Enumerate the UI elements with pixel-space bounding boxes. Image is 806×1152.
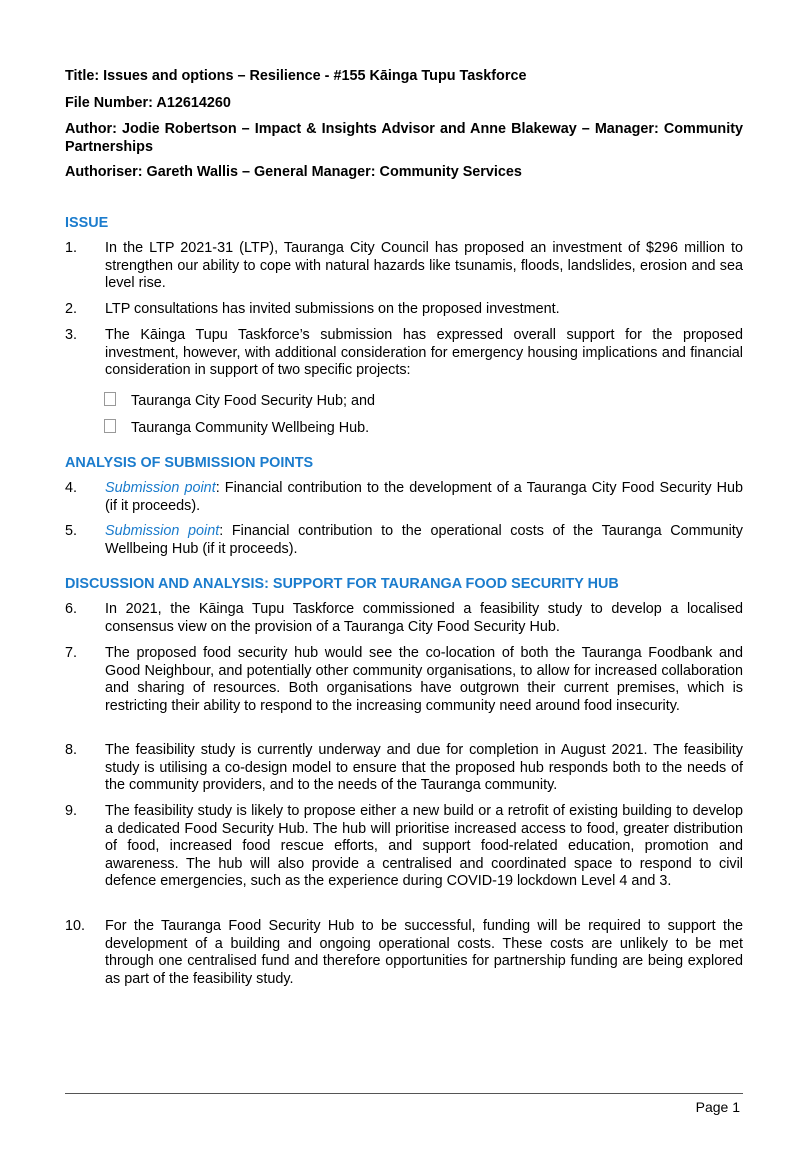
authoriser-line: [65, 163, 743, 181]
footer-divider: [65, 1093, 743, 1094]
bullet-item: [104, 419, 369, 437]
list-item: [65, 742, 743, 795]
submission-point-label: Submission point: [105, 523, 220, 539]
page-number: Page 1: [695, 1099, 740, 1115]
list-item: [65, 645, 743, 715]
list-item: [65, 240, 743, 293]
list-item: [65, 918, 743, 988]
list-item: [65, 480, 743, 515]
file-number-line: [65, 94, 743, 112]
item-text: For the Tauranga Food Security Hub to be successful, funding will be required to support the development of a building and ongoing operational costs. These costs are unlikely to be met through one centralised fund and therefore opportunities for partnership funding are being explored as part of the feasibility study.: [105, 918, 743, 987]
author-label: Author:: [65, 121, 117, 137]
list-item: [65, 523, 743, 558]
item-text: The Kāinga Tupu Taskforce’s submission has expressed overall support for the proposed investment, however, with additional consideration for emergency housing implications and financial consideration in support of two specific projects:: [105, 327, 743, 379]
item-number: 1.: [65, 240, 78, 256]
item-number: 10.: [65, 918, 86, 934]
authoriser-label: Authoriser: [65, 164, 138, 180]
section-heading-analysis: ANALYSIS OF SUBMISSION POINTS: [65, 455, 314, 471]
section-heading-issue: ISSUE: [65, 215, 109, 231]
item-number: 6.: [65, 601, 78, 617]
authoriser-value: : Gareth Wallis – General Manager: Community Services: [137, 164, 522, 180]
bullet-text: Tauranga Community Wellbeing Hub.: [131, 420, 370, 436]
item-text: In 2021, the Kāinga Tupu Taskforce commissioned a feasibility study to develop a localised consensus view on the provision of a Tauranga City Food Security Hub.: [105, 601, 743, 635]
item-number: 7.: [65, 645, 78, 661]
section-heading-discussion: DISCUSSION AND ANALYSIS: SUPPORT FOR TAURANGA FOOD SECURITY HUB: [65, 576, 619, 592]
title-value: Issues and options – Resilience - #155 Kāinga Tupu Taskforce: [103, 68, 527, 84]
item-number: 2.: [65, 301, 78, 317]
list-item: [65, 803, 743, 891]
submission-point-label: Submission point: [105, 480, 216, 496]
item-text: The feasibility study is currently underway and due for completion in August 2021. The feasibility study is utilising a co-design model to ensure that the proposed hub responds both to the needs of the community providers, and to the needs of the Tauranga community.: [105, 742, 743, 794]
file-number-label: File Number:: [65, 95, 153, 111]
item-text: In the LTP 2021-31 (LTP), Tauranga City Council has proposed an investment of $296 million to strengthen our ability to cope with natural hazards like tsunamis, floods, landslides, erosion and sea level rise.: [105, 240, 743, 292]
title-line: [65, 67, 743, 85]
item-text: The proposed food security hub would see the co-location of both the Tauranga Foodbank and Good Neighbour, and potentially other community organisations, to allow for increased collaboration and sharing of resources. Both organisations have outgrown their current premises, which is restricting their ability to respond to the increasing community need around food insecurity.: [105, 645, 743, 714]
item-number: 3.: [65, 327, 78, 343]
item-text: : Financial contribution to the operational costs of the Tauranga Community Wellbeing Hub (if it proceeds).: [105, 523, 743, 557]
bullet-item: [104, 392, 375, 410]
item-text: : Financial contribution to the development of a Tauranga City Food Security Hub (if it proceeds).: [105, 480, 744, 514]
item-number: 4.: [65, 480, 78, 496]
bullet-box-icon: [104, 419, 116, 433]
item-number: 5.: [65, 523, 78, 539]
item-number: 8.: [65, 742, 78, 758]
file-number-value: A12614260: [156, 95, 231, 111]
list-item: [65, 327, 743, 380]
list-item: [65, 601, 743, 636]
item-text: The feasibility study is likely to propose either a new build or a retrofit of existing building to develop a dedicated Food Security Hub. The hub will prioritise increased access to food, greater distribution of food, increased food rescue efforts, and support food-related education, promotion and awareness. The hub will also provide a centralised and coordinated space to respond to civil defence emergencies, such as the experience during COVID-19 lockdown Level 4 and 3.: [105, 803, 743, 890]
bullet-box-icon: [104, 392, 116, 406]
item-text: LTP consultations has invited submissions on the proposed investment.: [105, 301, 560, 317]
title-label: Title:: [65, 68, 100, 84]
author-value: Jodie Robertson – Impact & Insights Advisor and Anne Blakeway – Manager: Community Partnerships: [65, 121, 743, 155]
item-number: 9.: [65, 803, 78, 819]
list-item: [65, 301, 743, 319]
bullet-text: Tauranga City Food Security Hub; and: [131, 393, 375, 409]
author-line: [65, 120, 743, 156]
